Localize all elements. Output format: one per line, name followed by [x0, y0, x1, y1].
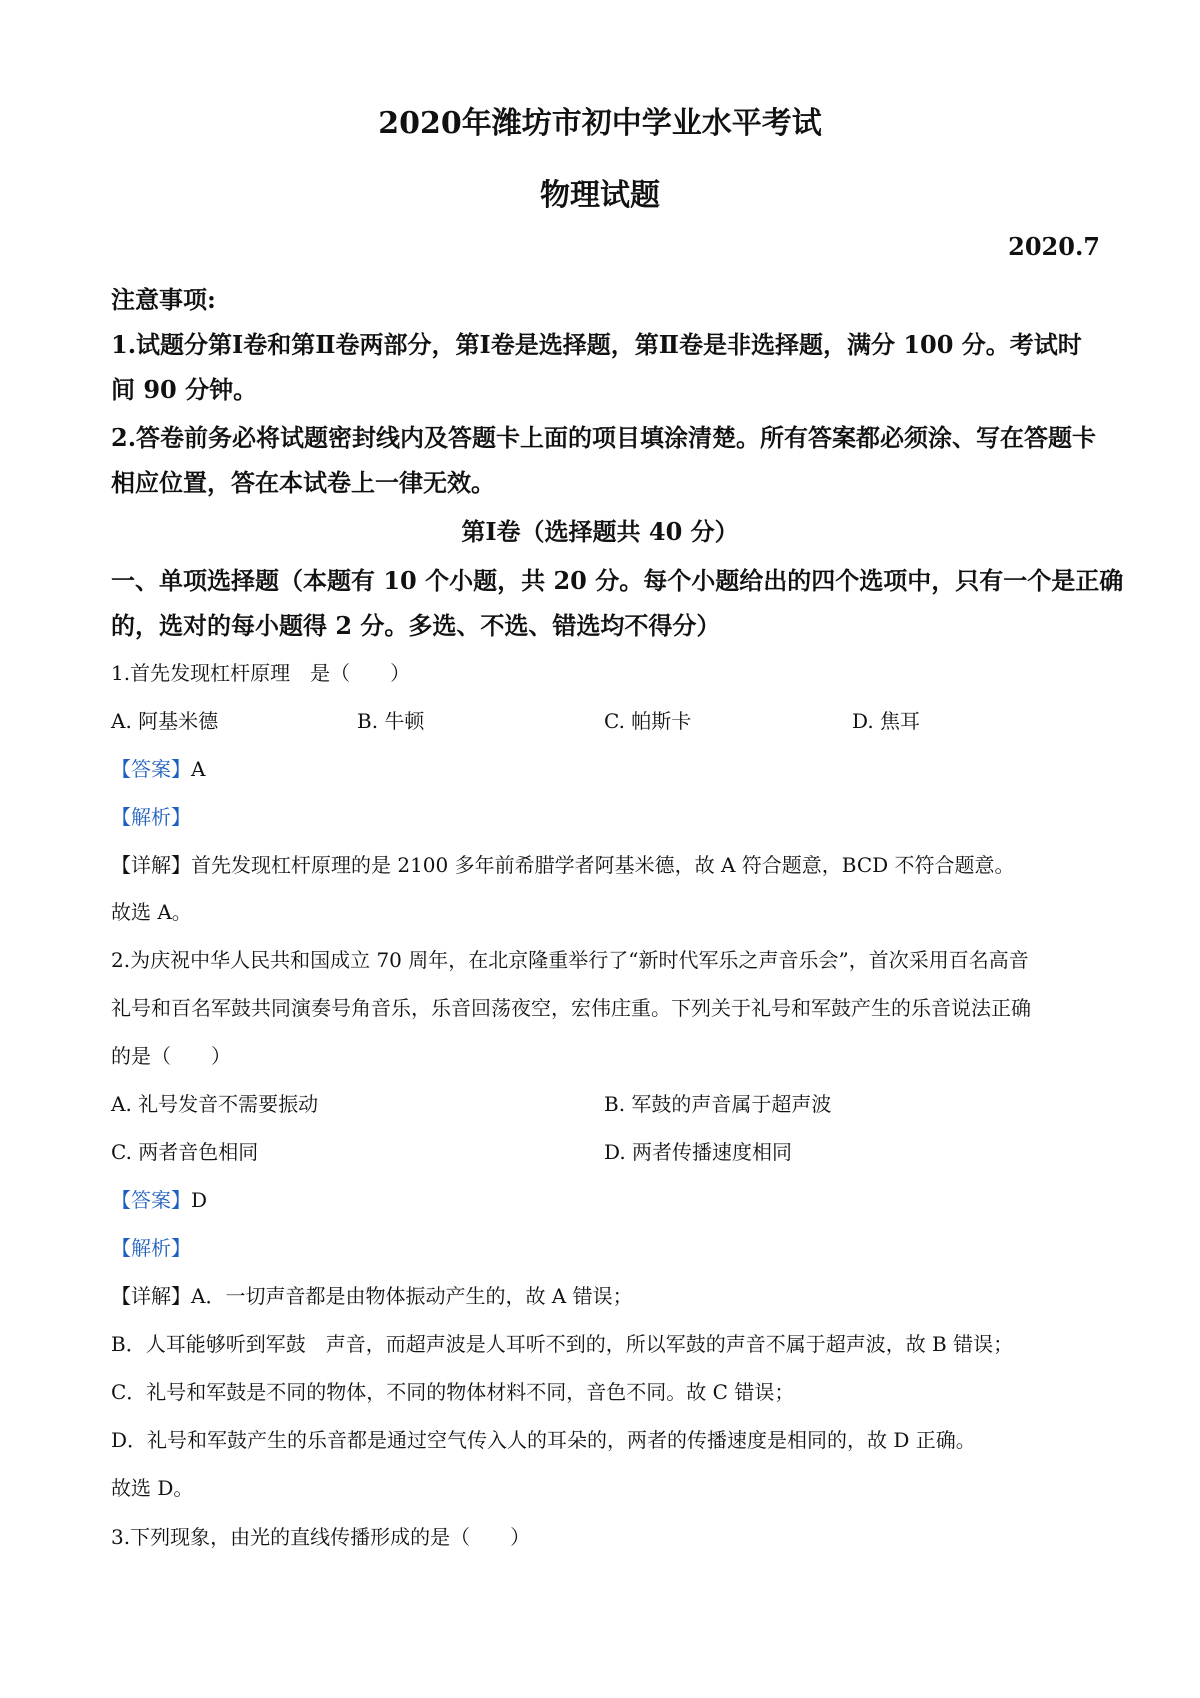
question-2-detail-b: B．人耳能够听到军鼓 声音，而超声波是人耳听不到的，所以军鼓的声音不属于超声波，故 B 错误； — [111, 1332, 1014, 1356]
part-instructions-line-2: 的，选对的每小题得 2 分。多选、不选、错选均不得分） — [111, 611, 721, 640]
question-3-stem: 3.下列现象，由光的直线传播形成的是（ ） — [111, 1525, 531, 1549]
question-1-stem: 1.首先发现杠杆原理 是（ ） — [111, 661, 411, 685]
question-1-answer — [111, 753, 205, 782]
answer-value: D — [191, 1188, 208, 1212]
exam-title: 2020年潍坊市初中学业水平考试 — [378, 106, 822, 141]
question-1-detail: 【详解】首先发现杠杆原理的是 2100 多年前希腊学者阿基米德，故 A 符合题意，BCD 不符合题意。 — [111, 853, 1015, 877]
answer-tag: 【答案】 — [111, 757, 191, 781]
question-2-answer — [111, 1184, 207, 1213]
question-2-detail-a: 【详解】A．一切声音都是由物体振动产生的，故 A 错误； — [111, 1284, 633, 1308]
notice-item-2-line-1: 2.答卷前务必将试题密封线内及答题卡上面的项目填涂清楚。所有答案都必须涂、写在答题卡 — [111, 423, 1097, 452]
question-2-stem-line-1: 2.为庆祝中华人民共和国成立 70 周年，在北京隆重举行了“新时代军乐之声音乐会”，首次采用百名高音 — [111, 948, 1029, 972]
answer-value: A — [191, 757, 206, 781]
notice-heading: 注意事项: — [111, 285, 216, 314]
question-2-conclusion: 故选 D。 — [111, 1476, 194, 1500]
answer-tag: 【答案】 — [111, 1188, 191, 1212]
question-2-option-b: B. 军鼓的声音属于超声波 — [604, 1092, 832, 1116]
notice-item-2-line-2: 相应位置，答在本试卷上一律无效。 — [111, 468, 495, 497]
notice-item-1-line-1: 1.试题分第Ⅰ卷和第Ⅱ卷两部分，第Ⅰ卷是选择题，第Ⅱ卷是非选择题，满分 100 分。考试时 — [111, 330, 1082, 359]
question-1-option-a: A. 阿基米德 — [111, 709, 219, 733]
question-2-detail-c: C．礼号和军鼓是不同的物体，不同的物体材料不同，音色不同。故 C 错误； — [111, 1380, 795, 1404]
section-title: 第Ⅰ卷（选择题共 40 分） — [461, 517, 739, 546]
question-2-stem-line-3: 的是（ ） — [111, 1044, 231, 1068]
question-2-option-c: C. 两者音色相同 — [111, 1140, 259, 1164]
question-1-option-c: C. 帕斯卡 — [604, 709, 692, 733]
question-2-option-d: D. 两者传播速度相同 — [604, 1140, 793, 1164]
exam-date: 2020.7 — [1008, 232, 1100, 261]
question-2-option-a: A. 礼号发音不需要振动 — [111, 1092, 319, 1116]
notice-item-1-line-2: 间 90 分钟。 — [111, 375, 258, 404]
question-1-option-b: B. 牛顿 — [357, 709, 425, 733]
part-instructions-line-1: 一、单项选择题（本题有 10 个小题，共 20 分。每个小题给出的四个选项中，只有一个是正确 — [111, 566, 1124, 595]
question-2-stem-line-2: 礼号和百名军鼓共同演奏号角音乐，乐音回荡夜空，宏伟庄重。下列关于礼号和军鼓产生的乐音说法正确 — [111, 996, 1031, 1020]
question-1-conclusion: 故选 A。 — [111, 900, 192, 924]
question-1-analysis-tag: 【解析】 — [111, 805, 191, 829]
question-1-option-d: D. 焦耳 — [852, 709, 921, 733]
exam-subtitle: 物理试题 — [540, 178, 660, 213]
question-2-detail-d: D．礼号和军鼓产生的乐音都是通过空气传入人的耳朵的，两者的传播速度是相同的，故 D 正确。 — [111, 1428, 976, 1452]
question-2-analysis-tag: 【解析】 — [111, 1236, 191, 1260]
